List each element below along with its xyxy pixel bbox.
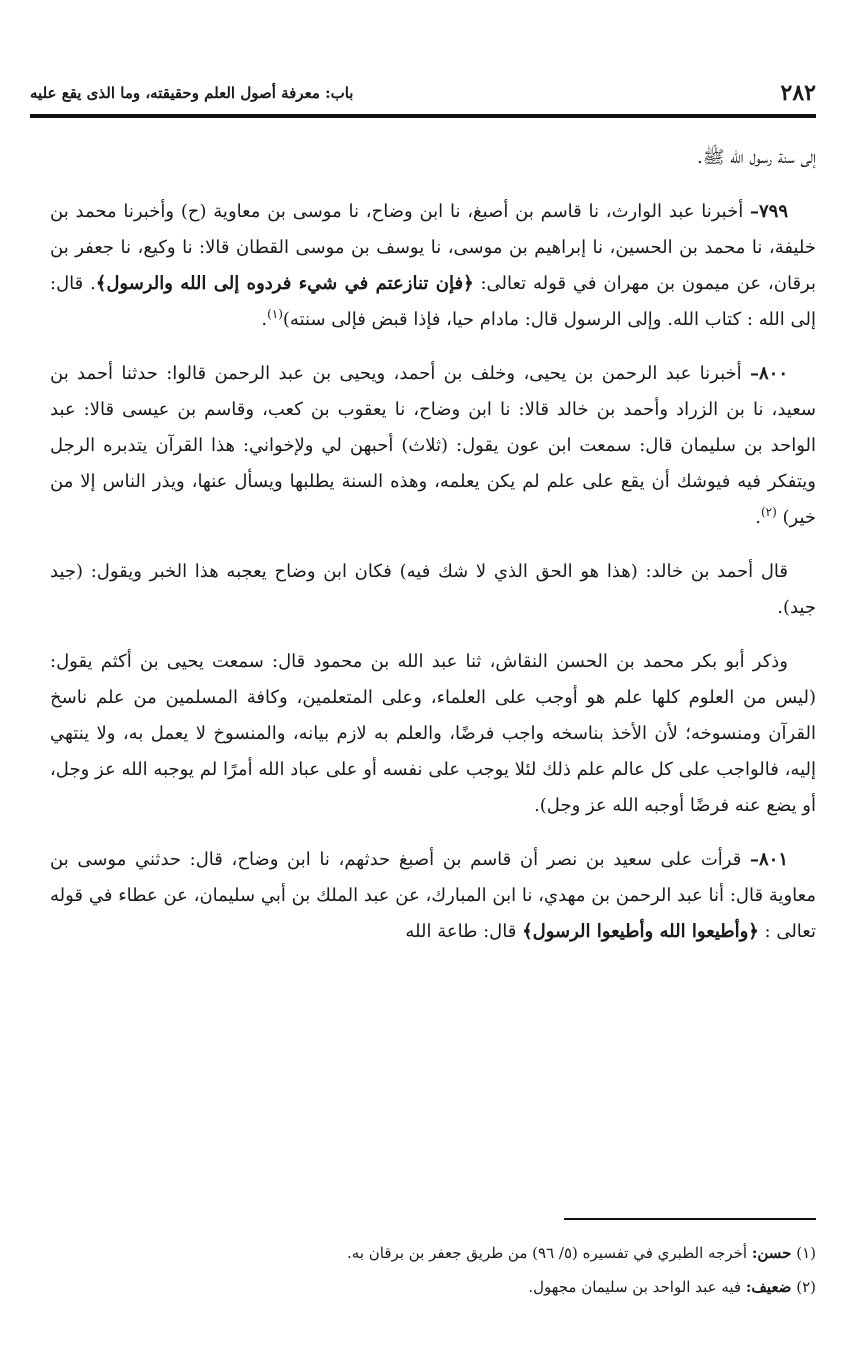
running-title: باب: معرفة أصول العلم وحقيقته، وما الذى يقع عليه xyxy=(30,84,354,102)
hadith-text: . قال: إلى الله : كتاب الله. وإلى الرسول قال: مادام حيا، فإذا قبض فإلى سنته) xyxy=(50,273,816,330)
footnote-text: فيه عبد الواحد بن سليمان مجهول. xyxy=(528,1278,746,1296)
main-text xyxy=(50,140,816,968)
quran-quote: ﴿فإن تنازعتم في شيء فردوه إلى الله والرسول﴾ xyxy=(95,273,474,294)
footnote-number: (١) xyxy=(796,1244,816,1262)
hadith-801 xyxy=(50,842,816,950)
footnote-divider xyxy=(564,1218,816,1220)
hadith-text: . xyxy=(755,507,761,528)
hadith-number: ٨٠١– xyxy=(749,849,788,870)
footnote-1 xyxy=(50,1236,816,1270)
footnotes xyxy=(50,1236,816,1304)
footnote-number: (٢) xyxy=(796,1278,816,1296)
header-divider xyxy=(30,114,816,118)
commentary-paragraph: قال أحمد بن خالد: (هذا هو الحق الذي لا شك فيه) فكان ابن وضاح يعجبه هذا الخبر ويقول: (جيد جيد). xyxy=(50,561,816,618)
footnote-text: أخرجه الطبري في تفسيره (٥/ ٩٦) من طريق جعفر بن برقان به. xyxy=(347,1244,752,1262)
paragraph-continuation: إلى سنة رسول الله ﷺ. xyxy=(696,147,816,168)
commentary-paragraph: وذكر أبو بكر محمد بن الحسن النقاش، ثنا عبد الله بن محمود قال: سمعت يحيى بن أكثم يقول: (ليس من العلوم كلها علم هو أوجب على العلماء، وعلى المتعلمين، وكافة المسلمين من علم ناسخ القرآن ومنسوخه؛ لأن الأخذ بناسخه واجب فرضًا، والعلم به لازم بيانه، والمنسوخ لا يعمل به، ولا ينتهي إليه، فالواجب على كل عالم علم ذلك لئلا يوجب على نفسه أو على عباد الله أمرًا لم يوجبه الله عز وجل، أو يضع عنه فرضًا أوجبه الله عز وجل). xyxy=(50,651,816,816)
page-number: ٢٨٢ xyxy=(780,80,816,106)
hadith-799 xyxy=(50,194,816,338)
page-header xyxy=(30,78,816,116)
hadith-800 xyxy=(50,356,816,536)
hadith-text: . xyxy=(261,309,268,330)
hadith-text: أخبرنا عبد الرحمن بن يحيى، وخلف بن أحمد، ويحيى بن عبد الرحمن قالوا: حدثنا أحمد بن سعيد، نا بن الزراد وأحمد بن خالد قالا: نا ابن وضاح، نا يعقوب بن كعب، وقاسم بن عيسى قالا: عبد الواحد بن سليمان قال: سمعت ابن عون يقول: (ثلاث) أحبهن لي ولإخواني: هذا القرآن يتدبره الرجل ويتفكر فيه فيوشك أن يقع على علم لم يكن يعلمه، وهذه السنة يطلبها ويسأل عنها، ويذر الناس إلا من خير) xyxy=(50,363,816,528)
footnote-ref: (١) xyxy=(267,307,283,321)
footnote-grade: حسن: xyxy=(751,1244,792,1262)
hadith-text: قال: طاعة الله xyxy=(405,921,523,942)
footnote-2 xyxy=(50,1270,816,1304)
hadith-number: ٧٩٩– xyxy=(749,201,788,222)
quran-quote: ﴿وأطيعوا الله وأطيعوا الرسول﴾ xyxy=(522,921,759,942)
hadith-text: أخبرنا عبد الوارث، نا قاسم بن أصبغ، نا ابن وضاح، نا موسى بن معاوية (ح) وأخبرنا محمد بن خليفة، نا محمد بن الحسين، نا إبراهيم بن موسى، نا يوسف بن موسى القطان قالا: نا وكيع، نا جعفر بن برقان، عن ميمون بن مهران في قوله تعالى: xyxy=(50,201,816,294)
hadith-number: ٨٠٠– xyxy=(749,363,788,384)
footnote-ref: (٢) xyxy=(760,505,777,519)
hadith-text: قرأت على سعيد بن نصر أن قاسم بن أصبغ حدثهم، نا ابن وضاح، قال: حدثني موسى بن معاوية قال: أنا عبد الرحمن بن مهدي، نا ابن المبارك، عن عبد الملك بن أبي سليمان، عن عطاء في قوله تعالى : xyxy=(50,849,816,942)
footnote-grade: ضعيف: xyxy=(745,1278,792,1296)
